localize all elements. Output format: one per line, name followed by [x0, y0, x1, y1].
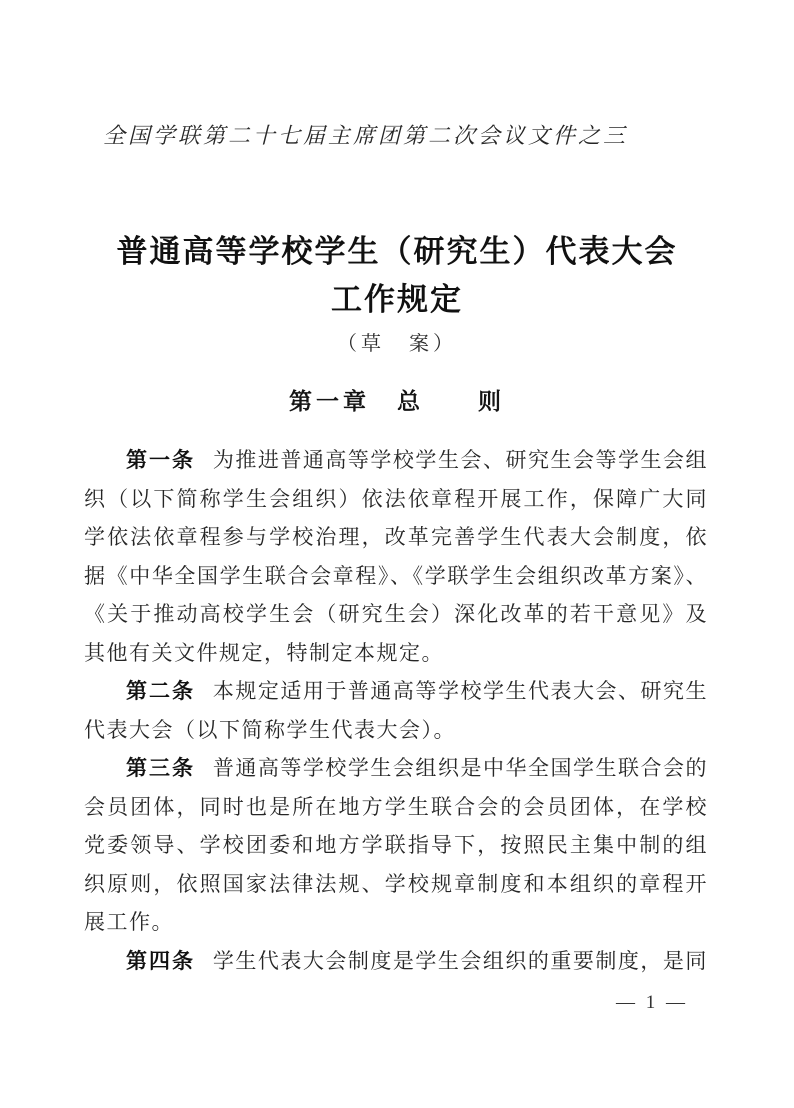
document-title-line2: 工作规定	[331, 282, 463, 317]
article-text: 普通高等学校学生会组织是中华全国学生联合会的会员团体，同时也是所在地方学生联合会的会员团体，在学校党委领导、学校团委和地方学联指导下，按照民主集中制的组织原则，依照国家法律法规、学校规章制度和本组织的章程开展工作。	[84, 756, 709, 934]
article-text: 本规定适用于普通高等学校学生代表大会、研究生代表大会（以下简称学生代表大会）。	[84, 679, 709, 742]
article-label: 第三条	[126, 756, 196, 780]
article-paragraph	[84, 942, 708, 981]
document-header-note: 全国学联第二十七届主席团第二次会议文件之三	[103, 123, 629, 148]
article-text: 学生代表大会制度是学生会组织的重要制度，是同	[212, 948, 708, 973]
article-label: 第二条	[126, 679, 196, 703]
chapter-heading: 第一章 总 则	[289, 389, 505, 414]
article-text: 为推进普通高等学校学生会、研究生会等学生会组织（以下简称学生会组织）依法依章程开展工作，保障广大同学依法依章程参与学校治理，改革完善学生代表大会制度，依据《中华全国学生联合会章程》、《学联学生会组织改革方案》、《关于推动高校学生会（研究生会）深化改革的若干意见》及其他有关文件规定，特制定本规定。	[84, 448, 709, 665]
page-number: — 1 —	[616, 992, 688, 1013]
article-paragraph	[84, 441, 708, 672]
article-paragraph	[84, 749, 708, 942]
document-title-line1: 普通高等学校学生（研究生）代表大会	[116, 234, 678, 269]
article-paragraph	[84, 672, 708, 749]
draft-label: （草 案）	[337, 333, 457, 355]
document-title	[0, 228, 794, 324]
article-label: 第四条	[126, 948, 195, 973]
document-body	[84, 441, 708, 980]
article-label: 第一条	[126, 448, 196, 472]
